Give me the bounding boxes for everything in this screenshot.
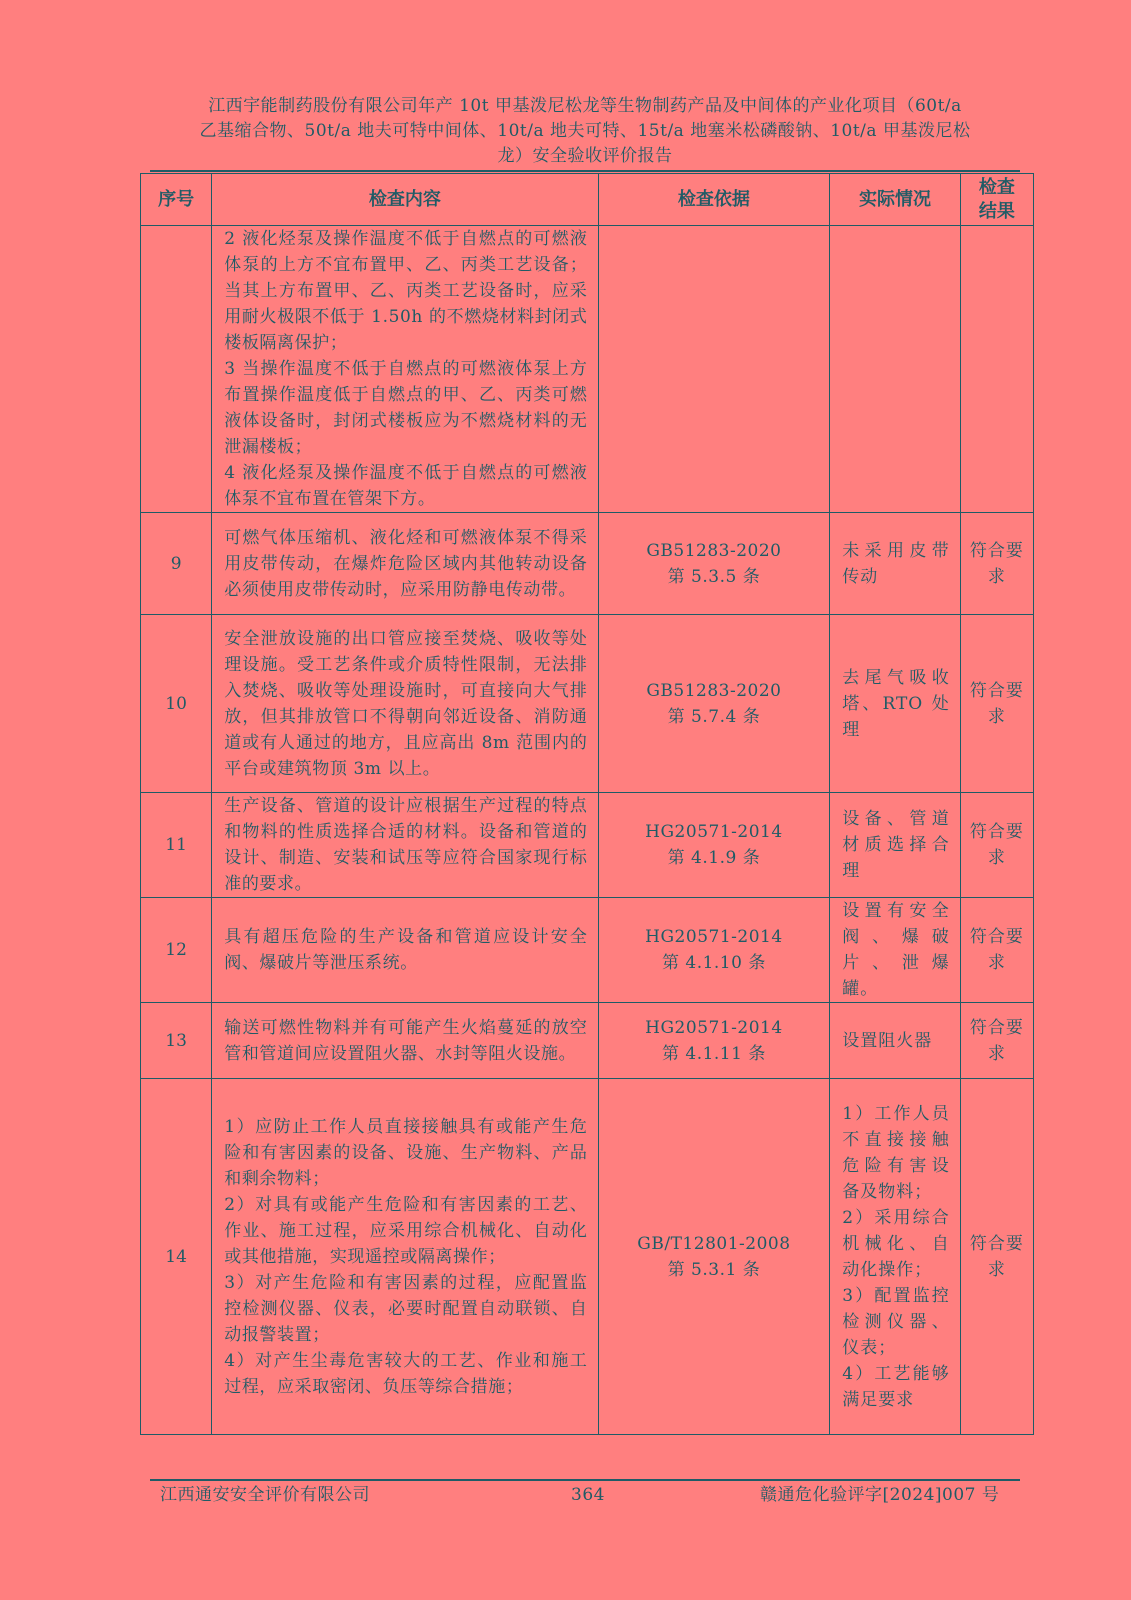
inspection-basis-line: HG20571-2014 [645, 1017, 783, 1038]
inspection-basis-cell [598, 1003, 830, 1079]
inspection-basis-cell [598, 793, 830, 898]
actual-situation-paragraph: 去尾气吸收塔、RTO 处理 [842, 667, 950, 740]
row-number: 9 [141, 513, 212, 615]
inspection-result-text: 符合要求 [969, 1017, 1024, 1064]
report-title-line-3: 龙）安全验收评价报告 [497, 146, 673, 166]
column-header-no: 序号 [141, 174, 212, 226]
table-row [141, 513, 1034, 615]
inspection-content-cell [212, 615, 598, 793]
row-number [141, 226, 212, 513]
table-body [141, 226, 1034, 1435]
report-title-line-1: 江西宇能制药股份有限公司年产 10t 甲基泼尼松龙等生物制药产品及中间体的产业化项目（60t/a [208, 96, 962, 116]
inspection-result-text: 符合要求 [969, 1233, 1024, 1280]
inspection-basis-line: 第 5.3.5 条 [667, 566, 761, 587]
inspection-content-paragraph: 4 液化烃泵及操作温度不低于自燃点的可燃液体泵不宜布置在管架下方。 [224, 463, 588, 509]
actual-situation-cell [830, 1003, 960, 1079]
footer-company: 江西通安安全评价有限公司 [160, 1485, 370, 1505]
inspection-result-text: 符合要求 [969, 540, 1024, 587]
column-header-result-line-2: 结果 [978, 200, 1015, 222]
table-header-row [141, 174, 1034, 226]
inspection-basis-line: GB/T12801-2008 [637, 1233, 791, 1254]
inspection-result-cell [960, 1003, 1033, 1079]
report-header [150, 94, 1020, 169]
inspection-result-cell [960, 1079, 1033, 1435]
footer-document-number: 赣通危化验评字[2024]007 号 [760, 1485, 1000, 1505]
table-row [141, 1079, 1034, 1435]
inspection-content-paragraph: 3 当操作温度不低于自燃点的可燃液体泵上方布置操作温度低于自燃点的甲、乙、丙类可燃液体设备时，封闭式楼板应为不燃烧材料的无泄漏楼板； [224, 359, 588, 457]
row-number: 11 [141, 793, 212, 898]
column-header-result [960, 174, 1033, 226]
inspection-result-cell [960, 793, 1033, 898]
inspection-content-cell [212, 513, 598, 615]
actual-situation-paragraph: 2）采用综合机械化、自动化操作； [842, 1207, 950, 1280]
table-row [141, 226, 1034, 513]
inspection-basis-cell [598, 226, 830, 513]
actual-situation-cell [830, 793, 960, 898]
actual-situation-paragraph: 1）工作人员不直接接触危险有害设备及物料； [842, 1103, 950, 1202]
column-header-actual: 实际情况 [830, 174, 960, 226]
inspection-content-cell [212, 1003, 598, 1079]
table-row [141, 793, 1034, 898]
row-number: 14 [141, 1079, 212, 1435]
inspection-content-paragraph: 安全泄放设施的出口管应接至焚烧、吸收等处理设施。受工艺条件或介质特性限制，无法排入焚烧、吸收等处理设施时，可直接向大气排放，但其排放管口不得朝向邻近设备、消防通道或有人通过的地方，且应高出 8m 范围内的平台或建筑物顶 3m 以上。 [224, 628, 588, 779]
inspection-content-paragraph: 具有超压危险的生产设备和管道应设计安全阀、爆破片等泄压系统。 [224, 927, 588, 973]
actual-situation-cell [830, 615, 960, 793]
inspection-content-paragraph: 4）对产生尘毒危害较大的工艺、作业和施工过程，应采取密闭、负压等综合措施； [224, 1350, 588, 1397]
inspection-content-paragraph: 输送可燃性物料并有可能产生火焰蔓延的放空管和管道间应设置阻火器、水封等阻火设施。 [224, 1017, 588, 1064]
inspection-content-paragraph: 1）应防止工作人员直接接触具有或能产生危险和有害因素的设备、设施、生产物料、产品和剩余物料； [224, 1116, 588, 1189]
table-row [141, 615, 1034, 793]
inspection-basis-line: GB51283-2020 [646, 680, 782, 701]
inspection-basis-cell [598, 513, 830, 615]
inspection-basis-cell [598, 1079, 830, 1435]
inspection-basis-line: 第 4.1.11 条 [661, 1043, 766, 1064]
footer-divider [150, 1479, 1020, 1481]
inspection-result-cell [960, 898, 1033, 1003]
inspection-content-paragraph: 2）对具有或能产生危险和有害因素的工艺、作业、施工过程，应采用综合机械化、自动化或其他措施，实现遥控或隔离操作； [224, 1194, 588, 1267]
table-row [141, 1003, 1034, 1079]
report-title-line-2: 乙基缩合物、50t/a 地夫可特中间体、10t/a 地夫可特、15t/a 地塞米松磷酸钠、10t/a 甲基泼尼松 [199, 121, 971, 141]
row-number: 13 [141, 1003, 212, 1079]
inspection-basis-line: HG20571-2014 [645, 927, 783, 947]
inspection-basis-line: 第 5.7.4 条 [667, 706, 761, 727]
inspection-result-cell [960, 513, 1033, 615]
actual-situation-paragraph: 设置有安全阀、爆破片、泄爆罐。 [842, 901, 950, 999]
inspection-content-cell [212, 898, 598, 1003]
inspection-basis-cell [598, 898, 830, 1003]
actual-situation-cell [830, 1079, 960, 1435]
inspection-content-cell [212, 1079, 598, 1435]
column-header-result-line-1: 检查 [978, 176, 1015, 198]
actual-situation-paragraph: 设备、管道材质选择合理 [842, 809, 950, 881]
inspection-content-paragraph: 生产设备、管道的设计应根据生产过程的特点和物料的性质选择合适的材料。设备和管道的设计、制造、安装和试压等应符合国家现行标准的要求。 [224, 796, 588, 894]
inspection-basis-line: 第 4.1.9 条 [667, 848, 761, 868]
inspection-result-text: 符合要求 [969, 822, 1024, 868]
actual-situation-cell [830, 898, 960, 1003]
inspection-basis-line: GB51283-2020 [646, 540, 782, 561]
header-divider [150, 170, 1020, 172]
row-number: 10 [141, 615, 212, 793]
actual-situation-paragraph: 3）配置监控检测仪器、仪表； [842, 1285, 950, 1358]
footer-page-number: 364 [571, 1485, 605, 1505]
actual-situation-cell [830, 513, 960, 615]
inspection-content-paragraph: 3）对产生危险和有害因素的过程，应配置监控检测仪器、仪表，必要时配置自动联锁、自动报警装置； [224, 1272, 588, 1345]
inspection-result-text: 符合要求 [969, 680, 1024, 727]
inspection-content-paragraph: 2 液化烃泵及操作温度不低于自燃点的可燃液体泵的上方不宜布置甲、乙、丙类工艺设备；当其上方布置甲、乙、丙类工艺设备时，应采用耐火极限不低于 1.50h 的不燃烧材料封闭式楼板隔离保护； [224, 229, 588, 353]
actual-situation-paragraph: 4）工艺能够满足要求 [842, 1363, 950, 1410]
actual-situation-paragraph: 设置阻火器 [842, 1030, 933, 1051]
column-header-basis: 检查依据 [598, 174, 830, 226]
inspection-result-cell [960, 615, 1033, 793]
inspection-basis-line: 第 4.1.10 条 [661, 953, 766, 973]
row-number: 12 [141, 898, 212, 1003]
inspection-basis-cell [598, 615, 830, 793]
inspection-result-cell [960, 226, 1033, 513]
inspection-content-cell [212, 793, 598, 898]
actual-situation-paragraph: 未采用皮带传动 [842, 540, 950, 587]
actual-situation-cell [830, 226, 960, 513]
inspection-content-paragraph: 可燃气体压缩机、液化烃和可燃液体泵不得采用皮带传动，在爆炸危险区域内其他转动设备必须使用皮带传动时，应采用防静电传动带。 [224, 527, 588, 600]
inspection-basis-line: HG20571-2014 [645, 822, 783, 842]
inspection-content-cell [212, 226, 598, 513]
inspection-table [140, 173, 1034, 1435]
inspection-basis-line: 第 5.3.1 条 [667, 1259, 761, 1280]
column-header-content: 检查内容 [212, 174, 598, 226]
table-row [141, 898, 1034, 1003]
inspection-result-text: 符合要求 [969, 927, 1024, 973]
